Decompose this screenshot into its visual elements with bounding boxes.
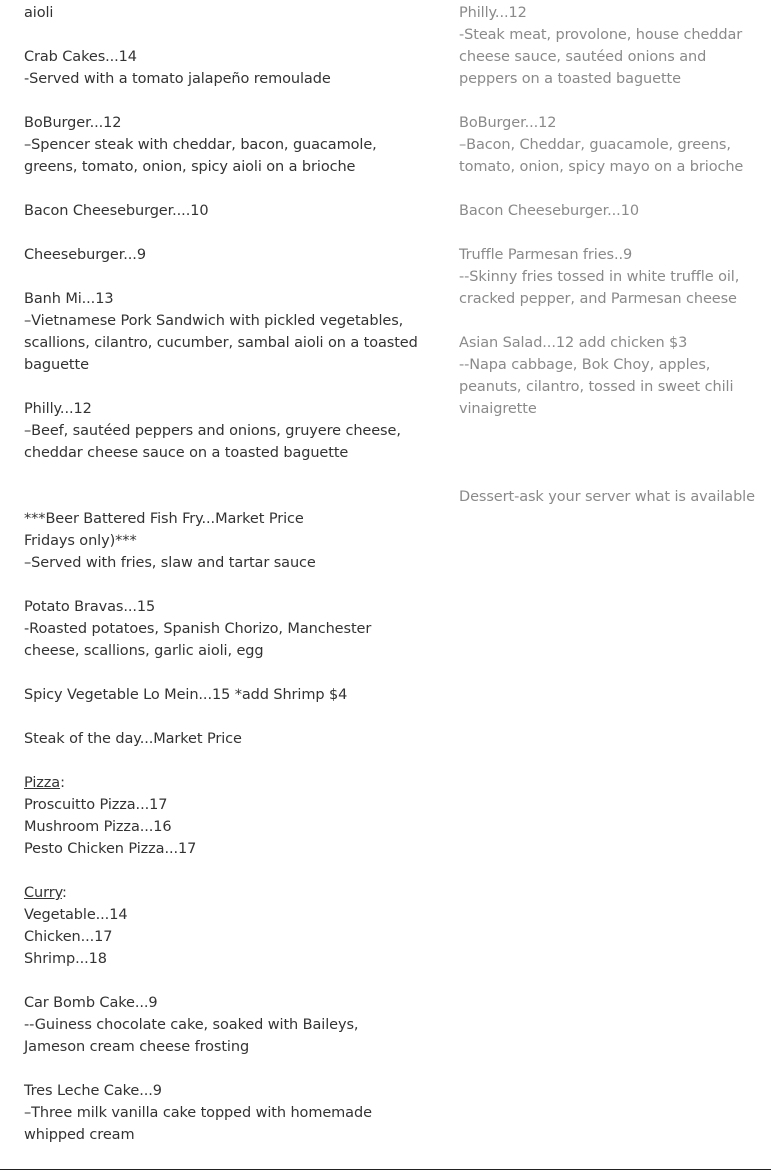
item-description: peppers on a toasted baguette — [459, 71, 681, 87]
menu-item-fish-fry — [24, 508, 424, 574]
item-description: whipped cream — [24, 1127, 135, 1143]
section-heading — [24, 882, 424, 904]
dessert-note: Dessert-ask your server what is available — [459, 489, 755, 505]
menu-item-crab-cakes — [24, 46, 424, 90]
item-description: cheese, scallions, garlic aioli, egg — [24, 643, 264, 659]
item-title: Potato Bravas...15 — [24, 599, 156, 615]
menu-item-car-bomb-cake — [24, 992, 424, 1058]
item-title: BoBurger...12 — [459, 115, 557, 131]
item-description: cracked pepper, and Parmesan cheese — [459, 291, 737, 307]
item-description: greens, tomato, onion, spicy aioli on a brioche — [24, 159, 356, 175]
item-description: --Napa cabbage, Bok Choy, apples, — [459, 357, 711, 373]
menu-item-truffle-fries — [459, 244, 759, 310]
item-description: vinaigrette — [459, 401, 537, 417]
item-description: --Guiness chocolate cake, soaked with Baileys, — [24, 1017, 359, 1033]
item-title: Truffle Parmesan fries..9 — [459, 247, 633, 263]
menu-item-potato-bravas — [24, 596, 424, 662]
item-description: tomato, onion, spicy mayo on a brioche — [459, 159, 744, 175]
menu-item-philly — [459, 2, 759, 90]
bottom-divider — [0, 1169, 771, 1170]
item-description: –Served with fries, slaw and tartar sauce — [24, 555, 316, 571]
menu-item-tres-leche-cake — [24, 1080, 424, 1146]
item-description: Jameson cream cheese frosting — [24, 1039, 250, 1055]
right-menu-column — [459, 2, 759, 508]
section-heading-text: Curry — [24, 885, 63, 901]
item-description: –Three milk vanilla cake topped with homemade — [24, 1105, 372, 1121]
section-heading-text: Pizza — [24, 775, 61, 791]
menu-section-pizza — [24, 772, 424, 860]
item-description: -Steak meat, provolone, house cheddar — [459, 27, 743, 43]
menu-item-philly — [24, 398, 424, 464]
menu-item-bacon-cheeseburger: Bacon Cheeseburger...10 — [459, 203, 639, 219]
heading-colon: : — [60, 775, 65, 791]
item-description: –Beef, sautéed peppers and onions, gruyere cheese, — [24, 423, 401, 439]
menu-item-bacon-cheeseburger: Bacon Cheeseburger....10 — [24, 203, 209, 219]
list-item: Chicken...17 — [24, 929, 113, 945]
menu-item-boburger — [24, 112, 424, 178]
item-description: cheddar cheese sauce on a toasted baguette — [24, 445, 349, 461]
item-title: Philly...12 — [459, 5, 527, 21]
item-description: scallions, cilantro, cucumber, sambal aioli on a toasted — [24, 335, 418, 351]
item-title: Fridays only)*** — [24, 533, 137, 549]
cut-off-text: aioli — [24, 5, 54, 21]
item-title: Crab Cakes...14 — [24, 49, 137, 65]
item-description: --Skinny fries tossed in white truffle oil, — [459, 269, 740, 285]
item-title: Car Bomb Cake...9 — [24, 995, 158, 1011]
menu-item-steak: Steak of the day...Market Price — [24, 731, 242, 747]
menu-item-lo-mein: Spicy Vegetable Lo Mein...15 *add Shrimp $4 — [24, 687, 348, 703]
item-description: –Vietnamese Pork Sandwich with pickled vegetables, — [24, 313, 404, 329]
item-title: Tres Leche Cake...9 — [24, 1083, 162, 1099]
item-description: cheese sauce, sautéed onions and — [459, 49, 707, 65]
item-description: -Roasted potatoes, Spanish Chorizo, Manchester — [24, 621, 372, 637]
list-item: Shrimp...18 — [24, 951, 107, 967]
item-title: ***Beer Battered Fish Fry...Market Price — [24, 511, 304, 527]
item-title: Philly...12 — [24, 401, 92, 417]
list-item: Pesto Chicken Pizza...17 — [24, 841, 197, 857]
menu-item-cheeseburger: Cheeseburger...9 — [24, 247, 146, 263]
menu-section-curry — [24, 882, 424, 970]
menu-item-banh-mi — [24, 288, 424, 376]
item-title: Asian Salad...12 add chicken $3 — [459, 335, 688, 351]
item-description: –Spencer steak with cheddar, bacon, guacamole, — [24, 137, 377, 153]
item-description: baguette — [24, 357, 89, 373]
item-description: peanuts, cilantro, tossed in sweet chili — [459, 379, 734, 395]
left-menu-column — [24, 2, 424, 1146]
item-title: Banh Mi...13 — [24, 291, 114, 307]
item-title: BoBurger...12 — [24, 115, 122, 131]
menu-item-boburger — [459, 112, 759, 178]
item-description: –Bacon, Cheddar, guacamole, greens, — [459, 137, 731, 153]
menu-item-asian-salad — [459, 332, 759, 420]
item-description: -Served with a tomato jalapeño remoulade — [24, 71, 331, 87]
list-item: Mushroom Pizza...16 — [24, 819, 172, 835]
heading-colon: : — [62, 885, 67, 901]
section-heading — [24, 772, 424, 794]
list-item: Vegetable...14 — [24, 907, 128, 923]
list-item: Proscuitto Pizza...17 — [24, 797, 168, 813]
